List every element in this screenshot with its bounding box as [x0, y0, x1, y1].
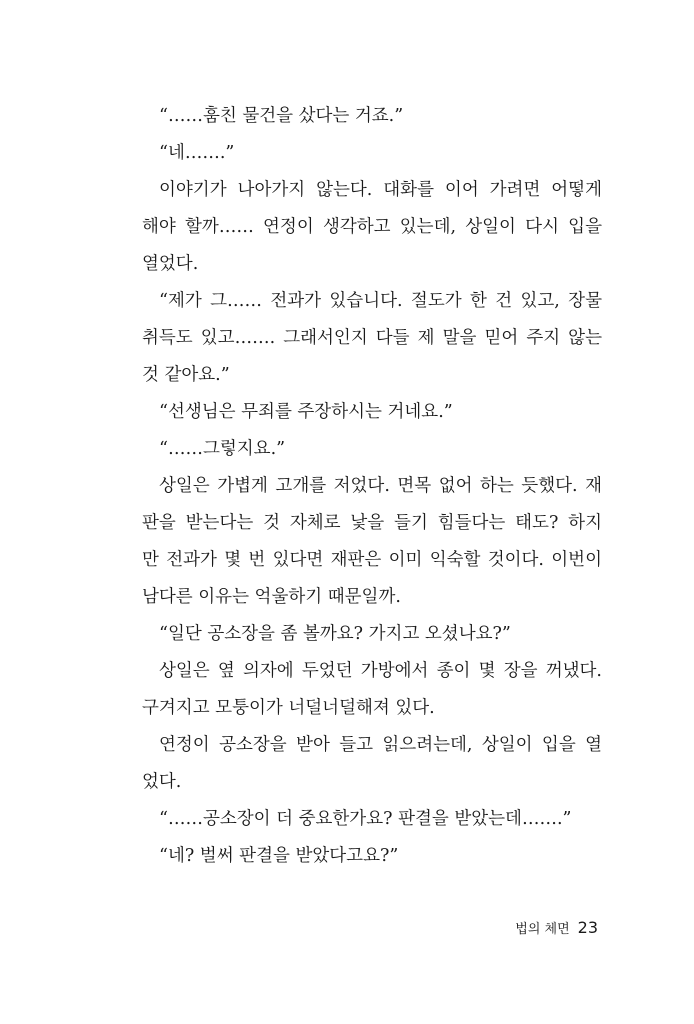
text-line-14: 남다른 이유는 억울하기 때문일까. — [142, 587, 401, 607]
text-line-17: 구겨지고 모퉁이가 너덜너덜해져 있다. — [142, 698, 435, 718]
text-line-6: “제가 그…… 전과가 있습니다. 절도가 한 건 있고, 장물 — [159, 291, 602, 311]
text-line-3: 이야기가 나아가지 않는다. 대화를 이어 가려면 어떻게 — [159, 180, 602, 200]
text-line-8: 것 같아요.” — [142, 365, 230, 385]
page-number: 23 — [577, 918, 598, 937]
text-line-1: “……훔친 물건을 샀다는 거죠.” — [159, 106, 404, 126]
running-title: 법의 체면 — [515, 922, 570, 937]
text-line-5: 열었다. — [142, 254, 199, 274]
text-line-13: 만 전과가 몇 번 있다면 재판은 이미 익숙할 것이다. 이번이 — [142, 550, 602, 570]
page-footer — [515, 918, 598, 937]
text-line-4: 해야 할까…… 연정이 생각하고 있는데, 상일이 다시 입을 — [142, 217, 602, 237]
text-line-12: 판을 받는다는 것 자체로 낯을 들기 힘들다는 태도? 하지 — [142, 513, 602, 533]
book-text-block — [142, 98, 602, 875]
text-line-21: “네? 벌써 판결을 받았다고요?” — [159, 846, 399, 866]
text-line-10: “……그렇지요.” — [159, 439, 286, 459]
text-line-9: “선생님은 무죄를 주장하시는 거네요.” — [159, 402, 453, 422]
text-line-16: 상일은 옆 의자에 두었던 가방에서 종이 몇 장을 꺼냈다. — [159, 661, 602, 681]
text-line-11: 상일은 가볍게 고개를 저었다. 면목 없어 하는 듯했다. 재 — [159, 476, 602, 496]
text-line-18: 연정이 공소장을 받아 들고 읽으려는데, 상일이 입을 열 — [159, 735, 602, 755]
text-line-20: “……공소장이 더 중요한가요? 판결을 받았는데…….” — [159, 809, 572, 829]
text-line-15: “일단 공소장을 좀 볼까요? 가지고 오셨나요?” — [159, 624, 511, 644]
text-line-19: 었다. — [142, 772, 182, 792]
text-line-2: “네…….” — [159, 143, 235, 163]
text-line-7: 취득도 있고……. 그래서인지 다들 제 말을 믿어 주지 않는 — [142, 328, 602, 348]
